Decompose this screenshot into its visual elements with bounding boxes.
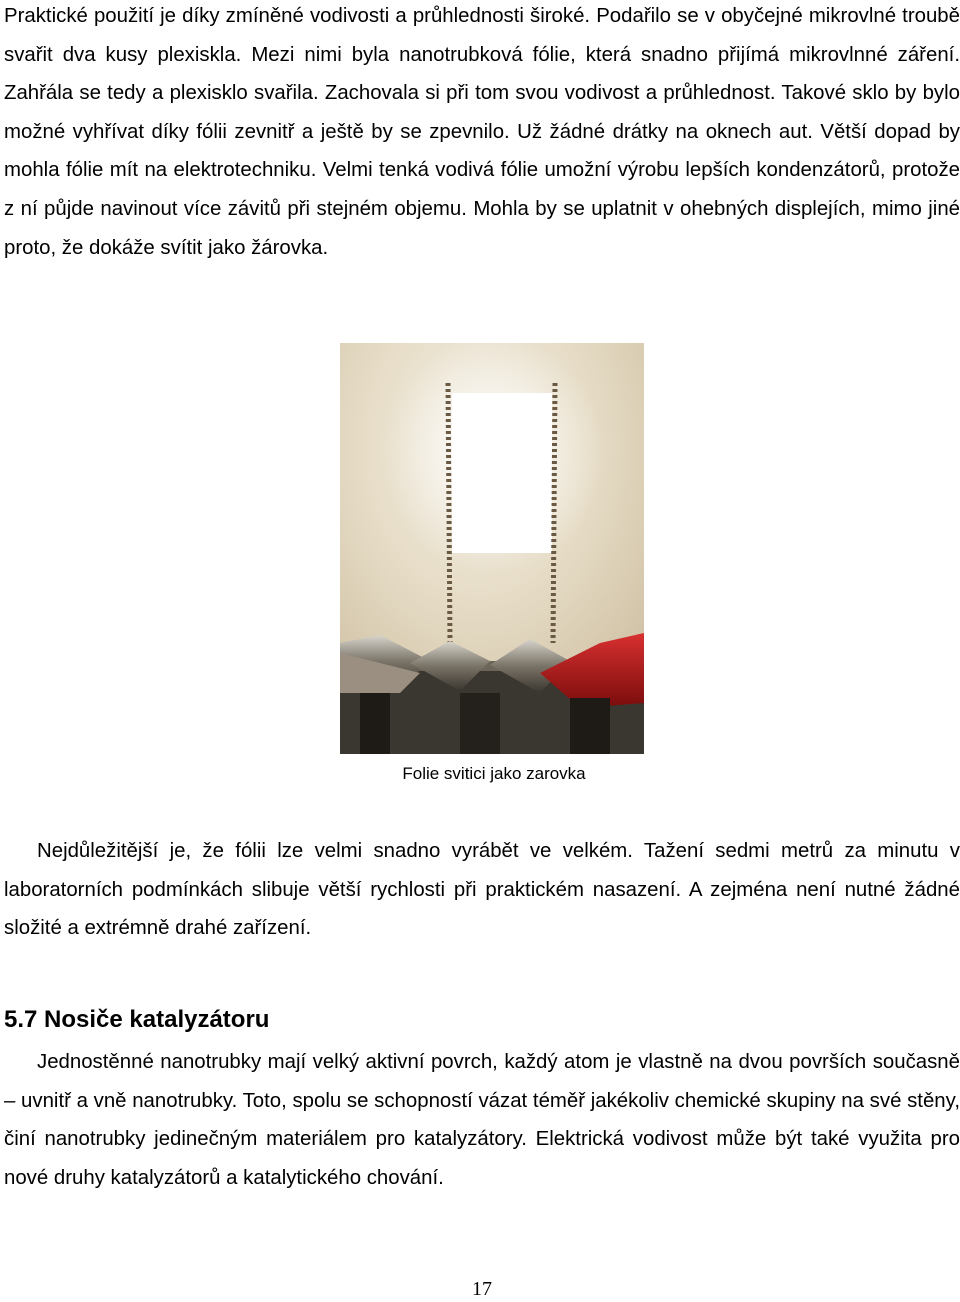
paragraph: Nejdůležitější je, že fólii lze velmi snadno vyrábět ve velkém. Tažení sedmi metrů za minutu v laboratorních podmínkách slibuje větší rychlosti při praktickém nasazení. A zejména není nutné žádné složité a extrémně drahé zařízení. <box>4 840 960 940</box>
section-heading: 5.7 Nosiče katalyzátoru <box>4 1006 270 1033</box>
paragraph: Praktické použití je díky zmíněné vodivosti a průhlednosti široké. Podařilo se v obyčejné mikrovlné troubě svařit dva kusy plexiskla. Mezi nimi byla nanotrubková fólie, která snadno přijímá mikrovlnné záření. Zahřála se tedy a plexisklo svařila. Zachovala si při tom svou vodivost a průhlednost. Takové sklo by bylo možné vyhřívat díky fólii zevnitř a ještě by se zpevnilo. Už žádné drátky na oknech aut. Větší dopad by mohla fólie mít na elektrotechniku. Velmi tenká vodivá fólie umožní výrobu lepších kondenzátorů, protože z ní půjde navinout více závitů při stejném objemu. Mohla by se uplatnit v ohebných displejích, mimo jiné proto, že dokáže svítit jako žárovka. <box>4 5 960 259</box>
paragraph: Jednostěnné nanotrubky mají velký aktivní povrch, každý atom je vlastně na dvou površích současně – uvnitř a vně nanotrubky. Toto, spolu se schopností vázat téměř jakékoliv chemické skupiny na své stěny, činí nanotrubky jedinečným materiálem pro katalyzátory. Elektrická vodivost může být také využita pro nové druhy katalyzátorů a katalytického chování. <box>4 1051 960 1189</box>
glowing-foil-photo <box>340 343 644 754</box>
page-number: 17 <box>472 1278 492 1300</box>
figure-caption: Folie svitici jako zarovka <box>402 764 586 783</box>
